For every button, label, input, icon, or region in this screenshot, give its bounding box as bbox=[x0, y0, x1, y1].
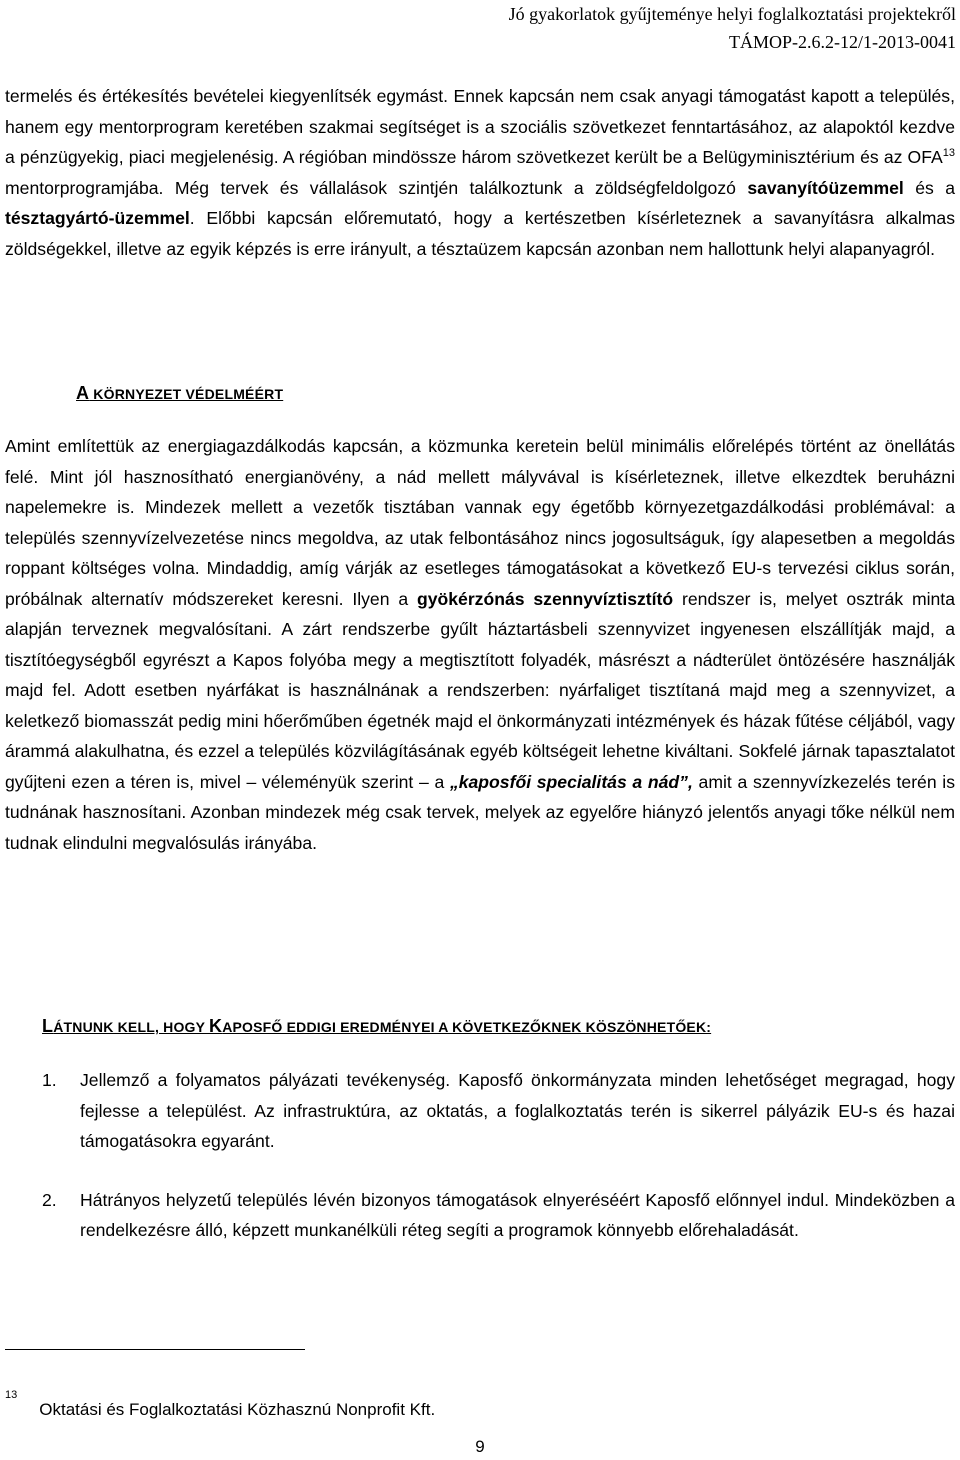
section-heading-environment: A KÖRNYEZET VÉDELMÉÉRT bbox=[76, 383, 284, 403]
section-heading-results bbox=[42, 1016, 711, 1037]
environment-paragraph: Amint említettük az energiagazdálkodás kapcsán, a közmunka keretein belül minimális előrelépés történt az önellátás felé. Mint jól hasznosítható energianövény, a nád mellett mályvával is kísérleteznek, illetve elkezdtek beruházni napelemekre is. Mindezek mellett a vezetők tisztában vannak egy égetőbb környezetgazdálkodási problémával: a település szennyvízelvezetése nincs megoldva, az utak felbontásához nincs jogosultságuk, így alapesetben a megoldás roppant költséges volna. Mindaddig, amíg várják az esetleges támogatásokat a következő EU-s tervezési ciklus során, próbálnak alternatív módszereket keresni. Ilyen a gyökérzónás szennyvíztisztító rendszer is, melyet osztrák minta alapján terveznek megvalósítani. A zárt rendszerbe gyűlt háztartásbeli szennyvizet ingyenesen elszállítják majd, a tisztítóegységből egyrészt a Kapos folyóba megy a megtisztított folyadék, másrészt a nádterület öntözésére használják majd fel. Adott esetben nyárfákat is használnának a rendszerben: nyárfaliget tisztítaná majd meg a szennyvizet, a keletkező biomasszát pedig mini hőerőműben égetnék majd el önkormányzati intézmények és házak fűtése céljából, vagy árammá alakulhatna, és ezzel a település közvilágításának egyéb költségeit lehetne kiváltani. Sokfelé járnak tapasztalatot gyűjteni ezen a téren is, mivel – véleményük szerint – a „kaposfői specialitás a nád”, amit a szennyvízkezelés terén is tudnának hasznosítani. Azonban mindezek még csak tervek, melyek az egyelőre hiányzó jelentős anyagi tőke nélkül nem tudnak elindulni megvalósulás irányába. bbox=[5, 436, 956, 853]
header-project-code: TÁMOP-2.6.2-12/1-2013-0041 bbox=[729, 32, 956, 52]
footnote-text: Oktatási és Foglalkoztatási Közhasznú Nonprofit Kft. bbox=[39, 1400, 436, 1419]
heading-text-part: K bbox=[209, 1016, 223, 1036]
page-number: 9 bbox=[475, 1437, 485, 1456]
footnote bbox=[5, 1389, 436, 1420]
footnote-number: 13 bbox=[5, 1389, 18, 1402]
list-item: 2. Hátrányos helyzetű település lévén bizonyos támogatások elnyeréséért Kaposfő előnnyel indul. Mindeközben a rendelkezésre álló, képzett munkanélküli réteg segíti a programok könnyebb előrehaladását. bbox=[42, 1189, 955, 1240]
footnote-separator bbox=[5, 1349, 305, 1350]
results-list bbox=[42, 1065, 955, 1274]
heading-text-part: L bbox=[42, 1016, 54, 1036]
list-item: 1. Jellemző a folyamatos pályázati tevékenység. Kaposfő önkormányzata minden lehetőséget megragad, hogy fejlesse a települést. Az infrastruktúra, az oktatás, a foglalkoztatás terén is sikerrel pályázik EU-s és hazai támogatásokra egyaránt. bbox=[42, 1070, 955, 1151]
page-header bbox=[509, 0, 956, 56]
heading-text-part: ÁTNUNK KELL, HOGY bbox=[53, 1019, 209, 1035]
heading-text-part: APOSFŐ EDDIGI EREDMÉNYEI A KÖVETKEZŐKNEK KÖSZÖNHETŐEK: bbox=[222, 1019, 712, 1035]
header-title: Jó gyakorlatok gyűjteménye helyi foglalkoztatási projektekről bbox=[508, 4, 956, 24]
footnote-reference: 13 bbox=[942, 147, 955, 160]
intro-paragraph: termelés és értékesítés bevételei kiegyenlítsék egymást. Ennek kapcsán nem csak anyagi támogatást kapott a település, hanem egy mentorprogram keretében szakmai segítséget is a szociális szövetkezet fenntartásához, az alapoktól kezdve a pénzügyekig, piaci megjelenésig. A régióban mindössze három szövetkezet került be a Belügyminisztérium és az OFA$^{13}$ mentorprogramjába. Még tervek és vállalások szintjén találkoztunk a zöldségfeldolgozó savanyítóüzemmel és a tésztagyártó-üzemmel. Előbbi kapcsán előremutató, hogy a kertészetben kísérleteznek a savanyításra alkalmas zöldségekkel, illetve az egyik képzés is erre irányult, a tésztaüzem kapcsán azonban nem hallottunk helyi alapanyagról. bbox=[5, 86, 955, 259]
